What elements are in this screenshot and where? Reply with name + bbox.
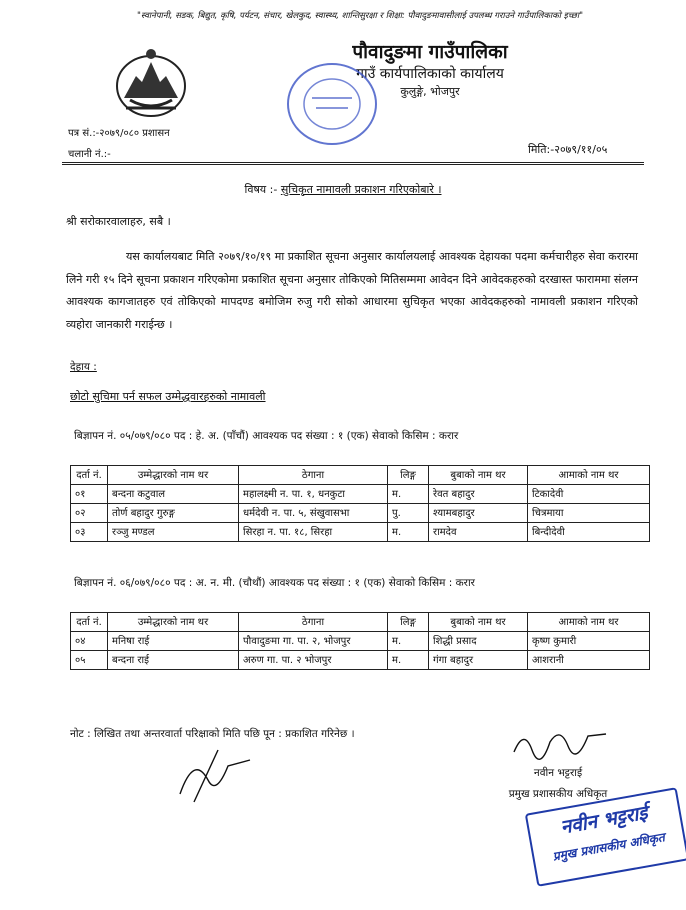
candidate-table-2: [70, 612, 650, 670]
table-row: [71, 485, 650, 504]
cell-address: धर्मदेवी न. पा. ५, संखुवासभा: [239, 504, 388, 523]
col-name: उम्मेद्धारको नाम थर: [108, 466, 239, 485]
cell-gender: म.: [388, 485, 429, 504]
advertisement-2-line: बिज्ञापन नं. ०६/०७९/०८० पद : अ. न. मी. (चौथौं) आवश्यक पद संख्या : १ (एक) सेवाको किसिम : करार: [74, 577, 475, 589]
stamp-name: नवीन भट्टराई: [558, 801, 650, 839]
cell-father: रामदेव: [429, 523, 528, 542]
cell-reg-no: ०२: [71, 504, 108, 523]
org-name: पौवादुङमा गाउँपालिका: [352, 41, 508, 63]
initials-signature-icon: [174, 746, 256, 806]
header-divider: [62, 162, 644, 163]
table-row: [71, 523, 650, 542]
cell-mother: बिन्दीदेवी: [528, 523, 650, 542]
cell-name: बन्दना कटुवाल: [108, 485, 239, 504]
office-address: कुलुङ्गे, भोजपुर: [400, 85, 460, 98]
table-row: [71, 504, 650, 523]
cell-gender: म.: [388, 651, 429, 670]
subject-label: विषय :-: [244, 183, 278, 196]
reference-number: पत्र सं.:-२०७९/०८० प्रशासन: [68, 128, 170, 139]
cell-mother: चित्रमाया: [528, 504, 650, 523]
nepal-emblem-icon: [112, 42, 190, 120]
table-row: [71, 651, 650, 670]
cell-address: सिरहा न. पा. १८, सिरहा: [239, 523, 388, 542]
cell-father: गंगा बहादुर: [429, 651, 528, 670]
cell-gender: म.: [388, 523, 429, 542]
table-header-row: [71, 466, 650, 485]
office-seal-icon: [282, 58, 382, 150]
cell-address: पौवादुङमा गा. पा. २, भोजपुर: [239, 632, 388, 651]
col-mother: आमाको नाम थर: [528, 466, 650, 485]
cell-mother: टिकादेवी: [528, 485, 650, 504]
col-address: ठेगाना: [239, 613, 388, 632]
table-row: [71, 632, 650, 651]
header-motto: "स्वानेपानी, सडक, बिद्युत, कृषि, पर्यटन, संचार, खेलकुद, स्वास्थ्य, शान्तिसुरक्षा र शिक्षा: पौवादुङमावासीलाई उपलब्ध गराउने गाउँपालिकाको इच्छा": [136, 11, 583, 21]
footnote: नोट : लिखित तथा अन्तरवार्ता परिक्षाको मिति पछि पून : प्रकाशित गरिनेछ ।: [70, 728, 355, 740]
col-gender: लिङ्ग: [388, 613, 429, 632]
cell-gender: म.: [388, 632, 429, 651]
header-divider-2: [62, 164, 644, 165]
cell-address: महालक्ष्मी न. पा. १, धनकुटा: [239, 485, 388, 504]
body-paragraph: यस कार्यालयबाट मिति २०७९/१०/१९ मा प्रकाशित सूचना अनुसार कार्यालयलाई आवश्यक देहायका पदमा कर्मचारीहरु सेवा करारमा लिने गरी १५ दिने सूचना प्रकाशन गरिएकोमा प्रकाशित सूचना अनुसार तोकिएको मितिसम्ममा आवेदन दिने आवेदकहरुको दरखास्त फाराममा संलग्न आवश्यक कागजातहरु एवं तोकिएको मापदण्ड बमोजिम रुजु गरी सोको आधारमा सुचिकृत भएका आवेदकहरुको नामावली प्रकाशन गरिएको व्यहोरा जानकारी गराईन्छ ।: [66, 250, 638, 331]
col-father: बुबाको नाम थर: [429, 613, 528, 632]
list-title: छोटो सुचिमा पर्न सफल उम्मेद्धवारहरुको नामावली: [70, 390, 266, 403]
col-reg-no: दर्ता नं.: [71, 466, 108, 485]
col-father: बुबाको नाम थर: [429, 466, 528, 485]
salutation: श्री सरोकारवालाहरु, सबै ।: [66, 215, 171, 228]
cell-mother: कृष्ण कुमारी: [528, 632, 650, 651]
name-stamp: [525, 787, 686, 887]
cell-mother: आशरानी: [528, 651, 650, 670]
cell-name: मनिषा राई: [108, 632, 239, 651]
cell-name: बन्दना राई: [108, 651, 239, 670]
cell-address: अरुण गा. पा. २ भोजपुर: [239, 651, 388, 670]
col-reg-no: दर्ता नं.: [71, 613, 108, 632]
col-mother: आमाको नाम थर: [528, 613, 650, 632]
cell-father: श्यामबहादुर: [429, 504, 528, 523]
cell-father: रेवत बहादुर: [429, 485, 528, 504]
cell-reg-no: ०३: [71, 523, 108, 542]
cell-name: तोर्ण बहादुर गुरुङ्ग: [108, 504, 239, 523]
advertisement-1-line: बिज्ञापन नं. ०५/०७९/०८० पद : हे. अ. (पाँचौं) आवश्यक पद संख्या : १ (एक) सेवाको किसिम : करार: [74, 430, 459, 442]
subject-text: सुचिकृत नामावली प्रकाशन गरिएकोबारे ।: [280, 183, 442, 196]
signature-icon: [510, 722, 610, 762]
cell-reg-no: ०५: [71, 651, 108, 670]
signatory-name: नवीन भट्टराई: [533, 767, 583, 779]
cell-name: रञ्जु मण्डल: [108, 523, 239, 542]
col-name: उम्मेद्धारको नाम थर: [108, 613, 239, 632]
dispatch-number: चलानी नं.:-: [68, 149, 111, 160]
cell-reg-no: ०१: [71, 485, 108, 504]
letter-date: मिति:-२०७९/११/०५: [528, 143, 608, 156]
cell-gender: पु.: [388, 504, 429, 523]
annex-label: देहाय :: [70, 361, 97, 373]
subject-line: [0, 182, 686, 197]
col-gender: लिङ्ग: [388, 466, 429, 485]
table-header-row: [71, 613, 650, 632]
cell-father: शिद्धी प्रसाद: [429, 632, 528, 651]
signatory-post: प्रमुख प्रशासकीय अधिकृत: [508, 788, 608, 800]
stamp-post: प्रमुख प्रशासकीय अधिकृत: [551, 830, 666, 864]
candidate-table-1: [70, 465, 650, 542]
col-address: ठेगाना: [239, 466, 388, 485]
office-name: गाउँ कार्यपालिकाको कार्यालय: [356, 66, 504, 82]
cell-reg-no: ०४: [71, 632, 108, 651]
